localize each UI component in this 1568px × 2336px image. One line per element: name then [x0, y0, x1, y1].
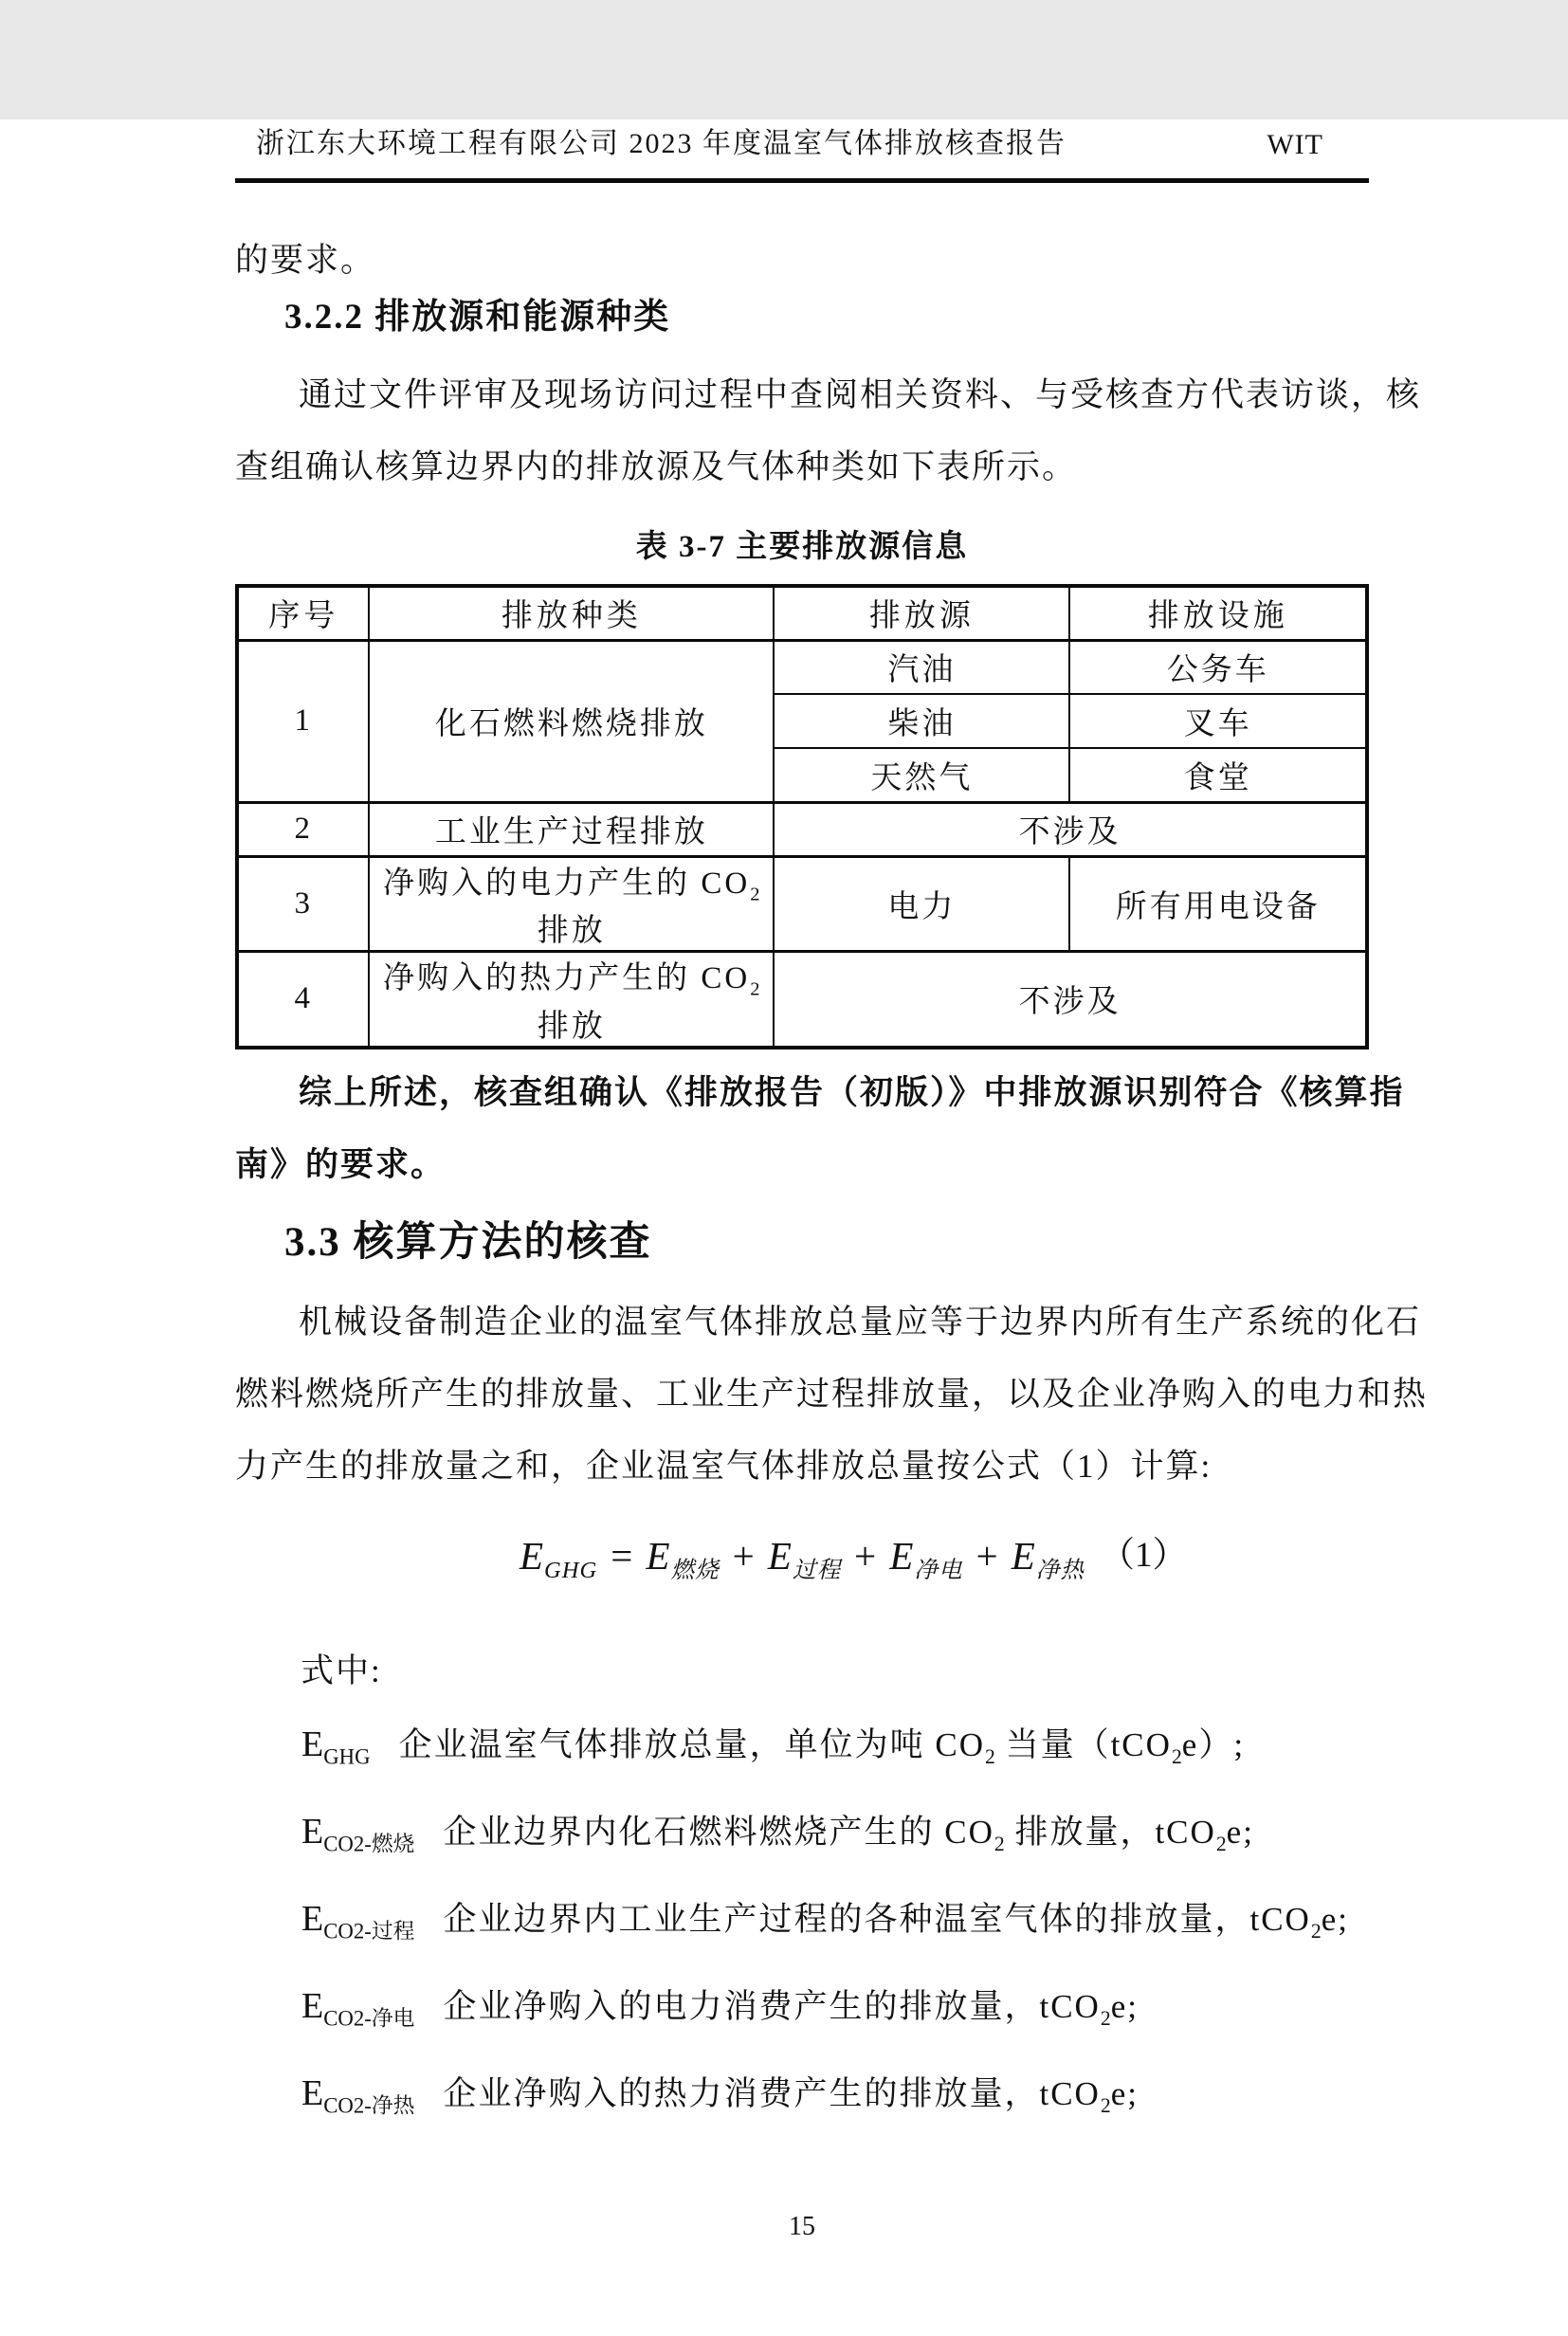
cell-span: 不涉及 — [774, 952, 1367, 1048]
formula-number: （1） — [1100, 1535, 1188, 1575]
table-header-no: 序号 — [237, 586, 369, 640]
paragraph-33 — [235, 1287, 1429, 1503]
table-header-source: 排放源 — [774, 586, 1069, 640]
cell-type: 化石燃料燃烧排放 — [369, 640, 774, 802]
formula-expression: $E_{GHG} = E_{燃烧} + E_{过程} + E_{净电} + E_{净热}$ — [519, 1533, 1085, 1583]
cell-type: 净购入的电力产生的 $CO_2$ 排放 — [369, 856, 774, 952]
table-header-type: 排放种类 — [369, 586, 774, 640]
paragraph-line: 的要求。 — [235, 242, 376, 279]
paragraph-line: 燃料燃烧所产生的排放量、工业生产过程排放量，以及企业净购入的电力和热 — [235, 1375, 1429, 1413]
definition-desc: 企业净购入的热力消费产生的排放量，tCO$_2$e; — [443, 2074, 1139, 2117]
definition-desc: 企业温室气体排放总量，单位为吨 $CO_2$ 当量（tCO$_2$e）; — [398, 1725, 1246, 1768]
table-row — [237, 640, 1367, 694]
page-content — [0, 119, 1568, 2242]
page-header — [235, 119, 1369, 183]
cell-no: 1 — [237, 640, 369, 802]
definition-line — [235, 1969, 1369, 2056]
paragraph-line: 通过文件评审及现场访问过程中查阅相关资料、与受核查方代表访谈，核 — [299, 376, 1422, 413]
cell-type: 工业生产过程排放 — [369, 802, 774, 856]
definition-term: $E_{CO2-燃烧}$ — [301, 1811, 415, 1856]
definition-desc: 企业净购入的电力消费产生的排放量，tCO$_2$e; — [443, 1987, 1139, 2030]
paragraph-line: 机械设备制造企业的温室气体排放总量应等于边界内所有生产系统的化石 — [299, 1303, 1422, 1341]
cell-source: 汽油 — [774, 640, 1069, 694]
report-title: 浙江东大环境工程有限公司 2023 年度温室气体排放核查报告 — [256, 128, 1067, 159]
table-row — [237, 802, 1367, 856]
cell-facility: 叉车 — [1069, 694, 1367, 748]
paragraph-322 — [235, 359, 1422, 503]
paragraph-line: 南》的要求。 — [235, 1145, 447, 1183]
definition-term: $E_{CO2-净热}$ — [301, 2072, 415, 2118]
paragraph-line: 综上所述，核查组确认《排放报告（初版）》中排放源识别符合《核算指 — [299, 1073, 1405, 1111]
paragraph-line: 力产生的排放量之和，企业温室气体排放总量按公式（1）计算: — [235, 1447, 1212, 1485]
cell-source: 柴油 — [774, 694, 1069, 748]
table-title: 表 3-7 主要排放源信息 — [635, 530, 969, 564]
document-page — [0, 119, 1568, 2336]
section-heading-322: 3.2.2 排放源和能源种类 — [284, 298, 671, 337]
cell-facility: 公务车 — [1069, 640, 1367, 694]
cell-span: 不涉及 — [774, 802, 1367, 856]
definition-term: $E_{GHG}$ — [301, 1724, 371, 1769]
definition-term: $E_{CO2-过程}$ — [301, 1898, 415, 1944]
definition-desc: 企业边界内工业生产过程的各种温室气体的排放量，tCO$_2$e; — [443, 1900, 1349, 1943]
paragraph-line: 查组确认核算边界内的排放源及气体种类如下表所示。 — [235, 448, 1078, 485]
definition-line — [235, 2056, 1369, 2144]
symbol-definitions — [235, 1707, 1369, 2144]
page-number: 15 — [789, 2211, 815, 2241]
cell-no: 2 — [237, 802, 369, 856]
table-row — [237, 952, 1367, 1048]
table-row — [237, 856, 1367, 952]
formula-row — [235, 1520, 1369, 1607]
cell-facility: 食堂 — [1069, 748, 1367, 802]
where-label: 式中: — [301, 1652, 382, 1689]
cell-no: 3 — [237, 856, 369, 952]
cell-no: 4 — [237, 952, 369, 1048]
definition-term: $E_{CO2-净电}$ — [301, 1985, 415, 2031]
section-heading-33: 3.3 核算方法的核查 — [284, 1219, 652, 1265]
paragraph-conclusion — [235, 1057, 1405, 1201]
table-header-facility: 排放设施 — [1069, 586, 1367, 640]
definition-line — [235, 1795, 1369, 1882]
cell-source: 电力 — [774, 856, 1069, 952]
emission-source-table — [235, 584, 1369, 1049]
definition-desc: 企业边界内化石燃料燃烧产生的 $CO_2$ 排放量，tCO$_2$e; — [443, 1813, 1254, 1855]
cell-source: 天然气 — [774, 748, 1069, 802]
definition-line — [235, 1707, 1369, 1795]
wit-mark: WIT — [1267, 129, 1323, 160]
cell-type: 净购入的热力产生的 $CO_2$ 排放 — [369, 952, 774, 1048]
cell-facility: 所有用电设备 — [1069, 856, 1367, 952]
definition-line — [235, 1882, 1369, 1969]
table-header-row — [237, 586, 1367, 640]
